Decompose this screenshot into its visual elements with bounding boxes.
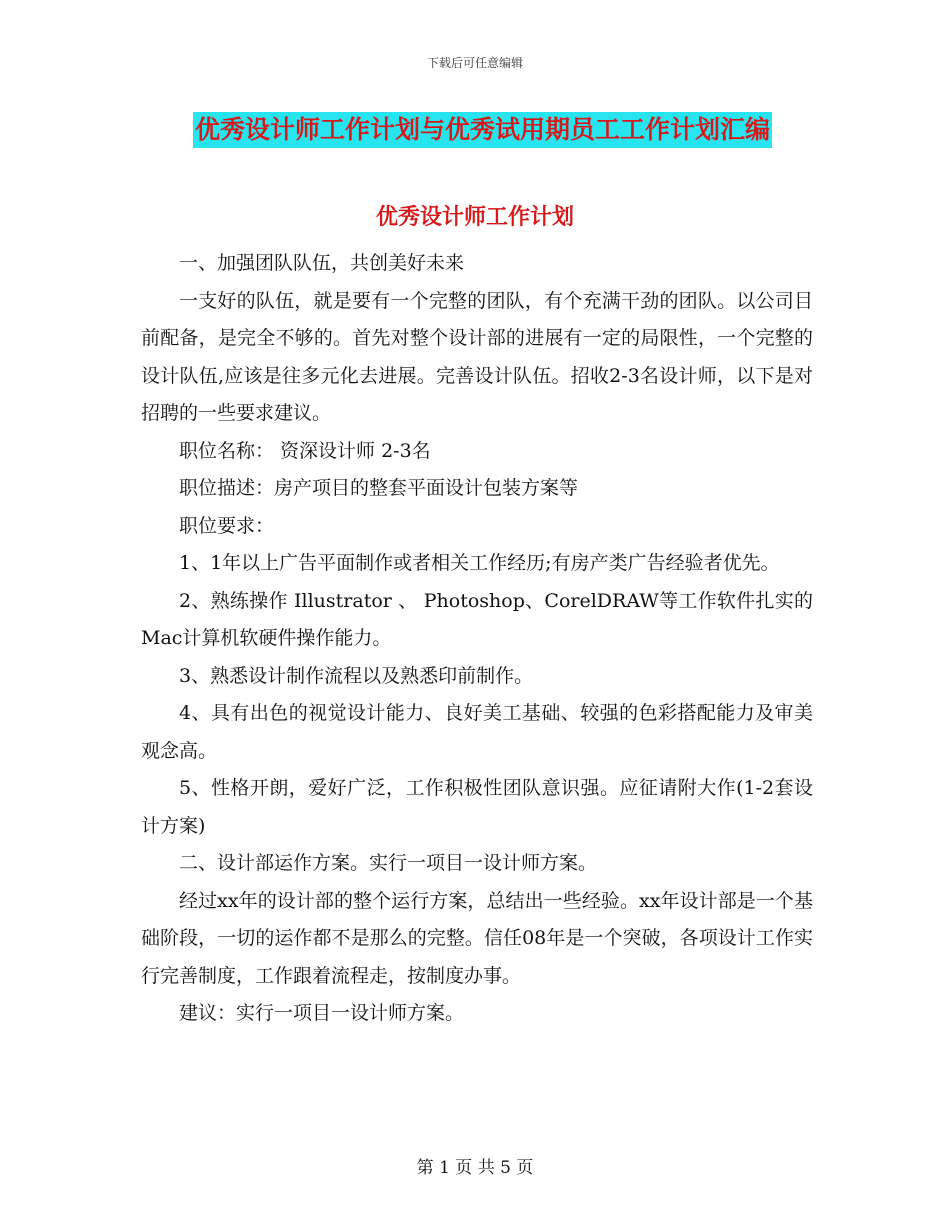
paragraph: 3、熟悉设计制作流程以及熟悉印前制作。 [179, 664, 534, 687]
paragraph: 二、设计部运作方案。实行一项目一设计师方案。 [179, 852, 598, 874]
paragraph: 经过xx年的设计部的整个运行方案，总结出一些经验。xx年设计部是一个基础阶段，一切的运作都不是那么的完整。信任08年是一个突破，各项设计工作实行完善制度，工作跟着流程走，按制度办事。 [141, 889, 813, 987]
paragraph: 4、具有出色的视觉设计能力、良好美工基础、较强的色彩搭配能力及审美观念高。 [141, 702, 813, 762]
paragraph: 一支好的队伍，就是要有一个完整的团队，有个充满干劲的团队。以公司目前配备，是完全不够的。首先对整个设计部的进展有一定的局限性，一个完整的设计队伍,应该是往多元化去进展。完善设计队伍。招收2-3名设计师，以下是对招聘的一些要求建议。 [141, 289, 813, 424]
header-note: 下载后可任意编辑 [426, 56, 523, 70]
paragraph: 2、熟练操作 Illustrator 、 Photoshop、CorelDRAW等工作软件扎实的Mac计算机软硬件操作能力。 [141, 589, 813, 649]
main-title-wrap [193, 112, 772, 148]
paragraph: 一、加强团队队伍，共创美好未来 [179, 252, 465, 274]
paragraph: 职位描述：房产项目的整套平面设计包装方案等 [179, 477, 579, 499]
page-number: 第 1 页 共 5 页 [416, 1158, 534, 1178]
paragraph: 职位要求： [179, 514, 275, 537]
main-title: 优秀设计师工作计划与优秀试用期员工工作计划汇编 [193, 112, 772, 148]
paragraph: 1、1年以上广告平面制作或者相关工作经历;有房产类广告经验者优先。 [179, 552, 780, 574]
document-body [141, 245, 813, 1033]
paragraph: 职位名称： 资深设计师 2-3名 [179, 439, 431, 462]
section-title: 优秀设计师工作计划 [375, 205, 574, 230]
paragraph: 建议：实行一项目一设计师方案。 [179, 1002, 465, 1024]
paragraph: 5、性格开朗，爱好广泛，工作积极性团队意识强。应征请附大作(1-2套设计方案) [141, 777, 813, 837]
